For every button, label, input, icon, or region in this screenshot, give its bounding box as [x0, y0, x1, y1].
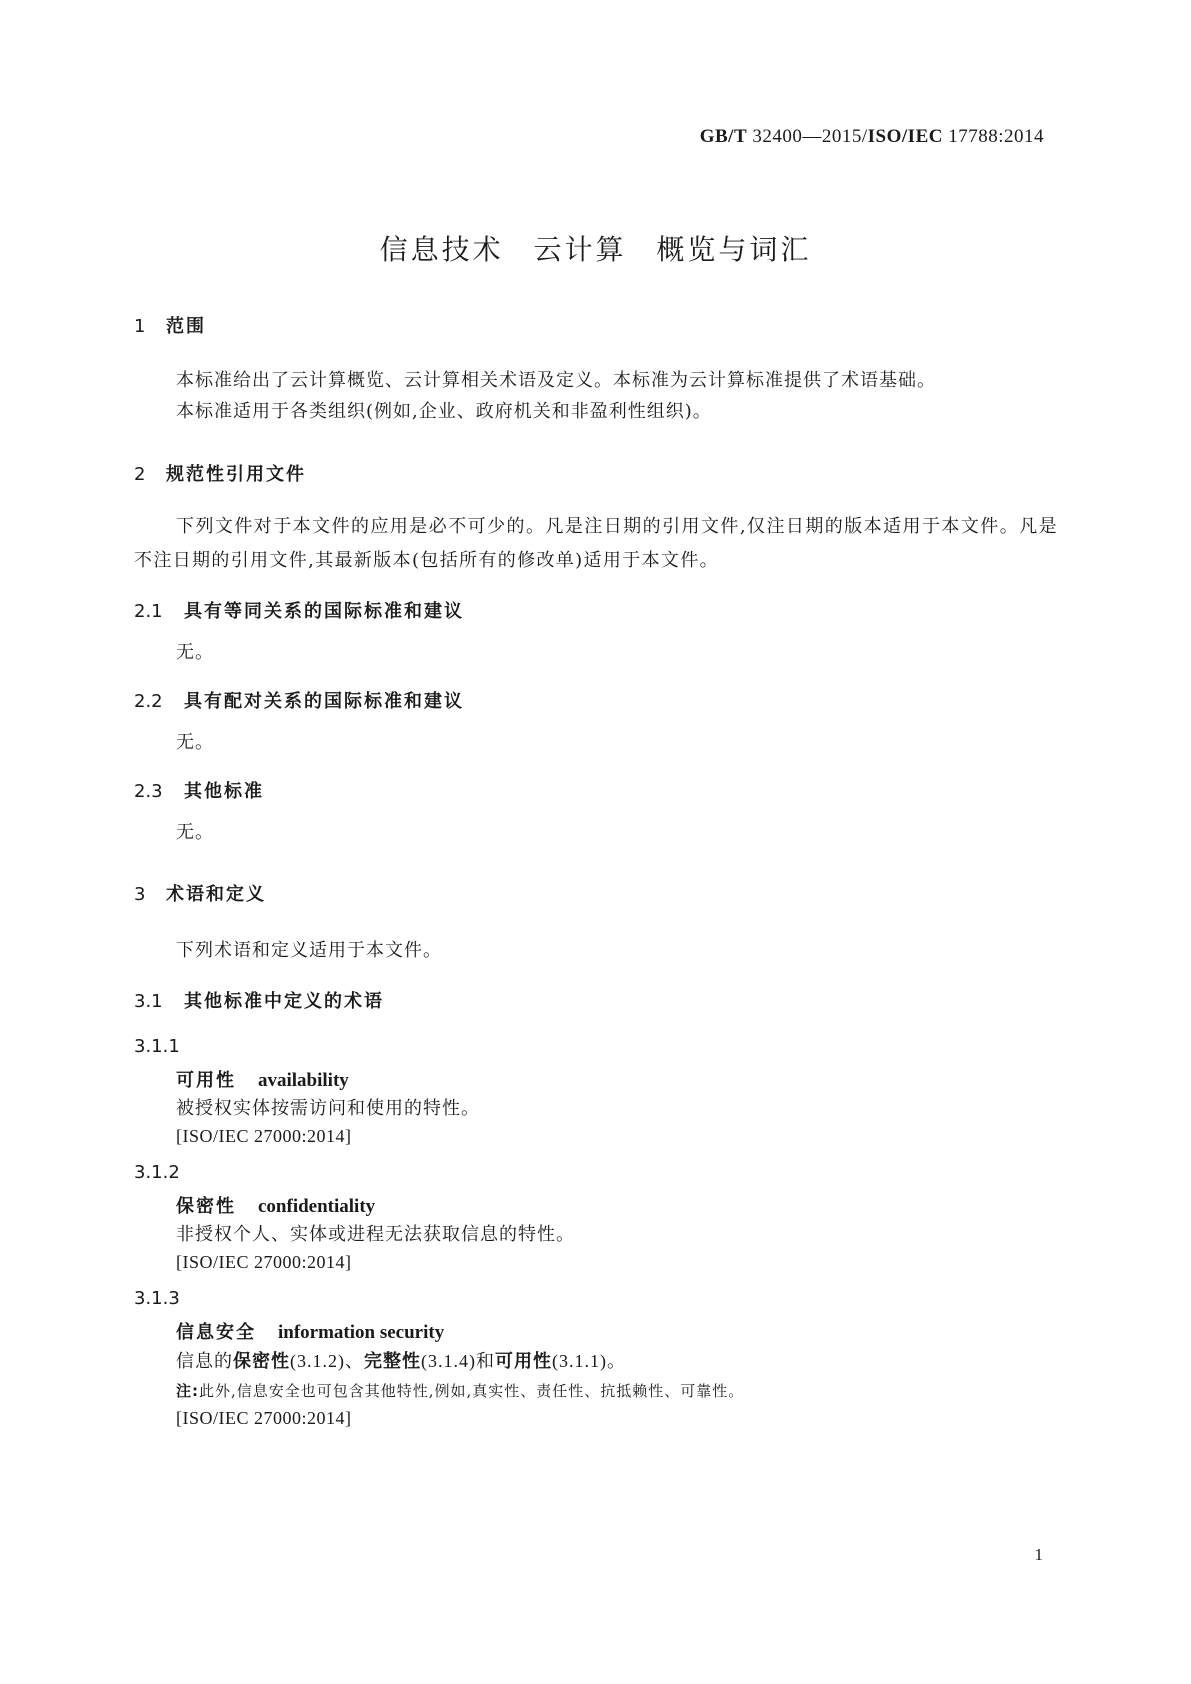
section-3-heading — [134, 880, 266, 906]
standard-code-prefix: GB/T — [699, 126, 748, 147]
section-3-title: 术语和定义 — [166, 884, 266, 905]
term-name-en: information security — [278, 1322, 445, 1343]
section-1-paragraph-1: 本标准给出了云计算概览、云计算相关术语及定义。本标准为云计算标准提供了术语基础。 — [176, 370, 936, 391]
def-term-integrity: 完整性 — [364, 1351, 421, 1372]
standard-code-iso: ISO/IEC — [867, 126, 943, 147]
def-ref-3-1-2: (3.1.2) — [290, 1351, 345, 1371]
section-2-2-heading — [134, 687, 464, 713]
def-ref-3-1-1: (3.1.1) — [552, 1351, 607, 1371]
section-3-1-heading — [134, 987, 384, 1013]
note-label: 注: — [176, 1382, 199, 1400]
section-1-heading — [134, 312, 206, 338]
section-1-paragraph-2: 本标准适用于各类组织(例如,企业、政府机关和非盈利性组织)。 — [176, 401, 712, 422]
section-2-1-number: 2.1 — [134, 601, 163, 622]
section-3-number: 3 — [134, 884, 148, 905]
term-source: [ISO/IEC 27000:2014] — [176, 1252, 352, 1272]
section-2-2-title: 具有配对关系的国际标准和建议 — [184, 691, 464, 712]
term-note — [176, 1380, 744, 1401]
term-definition — [176, 1344, 626, 1379]
section-3-1-title: 其他标准中定义的术语 — [184, 991, 384, 1012]
term-name-en: availability — [258, 1070, 349, 1091]
term-source: [ISO/IEC 27000:2014] — [176, 1126, 352, 1146]
section-2-3-body: 无。 — [176, 822, 214, 843]
def-prefix: 信息的 — [176, 1351, 233, 1372]
section-2-3-number: 2.3 — [134, 781, 163, 802]
term-name — [176, 1192, 375, 1218]
note-text: 此外,信息安全也可包含其他特性,例如,真实性、责任性、抗抵赖性、可靠性。 — [199, 1382, 745, 1400]
def-end: 。 — [607, 1351, 626, 1372]
term-number: 3.1.3 — [134, 1288, 180, 1309]
def-conjunction: 和 — [476, 1351, 495, 1372]
term-name — [176, 1318, 444, 1344]
standard-code-iso-number: 17788:2014 — [948, 126, 1044, 147]
term-source: [ISO/IEC 27000:2014] — [176, 1408, 352, 1428]
section-3-paragraph: 下列术语和定义适用于本文件。 — [176, 940, 442, 961]
term-name-en: confidentiality — [258, 1196, 376, 1217]
section-2-1-body: 无。 — [176, 642, 214, 663]
standard-code-number: 32400—2015/ — [752, 126, 868, 147]
page-number: 1 — [1034, 1545, 1043, 1564]
section-2-number: 2 — [134, 464, 148, 485]
term-name-zh: 保密性 — [176, 1196, 236, 1217]
term-definition: 非授权个人、实体或进程无法获取信息的特性。 — [176, 1224, 575, 1245]
section-2-2-body: 无。 — [176, 732, 214, 753]
document-title: 信息技术 云计算 概览与词汇 — [379, 233, 812, 266]
standard-code — [700, 126, 1044, 148]
term-definition: 被授权实体按需访问和使用的特性。 — [176, 1098, 480, 1119]
section-2-3-title: 其他标准 — [184, 781, 264, 802]
section-2-1-heading — [134, 597, 464, 623]
section-1-title: 范围 — [166, 316, 206, 337]
section-3-1-number: 3.1 — [134, 991, 163, 1012]
section-2-paragraph: 下列文件对于本文件的应用是必不可少的。凡是注日期的引用文件,仅注日期的版本适用于本文件。凡是不注日期的引用文件,其最新版本(包括所有的修改单)适用于本文件。 — [134, 516, 1058, 571]
def-term-availability: 可用性 — [495, 1351, 552, 1372]
term-name — [176, 1066, 349, 1092]
term-number: 3.1.2 — [134, 1162, 180, 1183]
def-separator: 、 — [345, 1351, 364, 1372]
section-2-title: 规范性引用文件 — [166, 464, 306, 485]
term-name-zh: 可用性 — [176, 1070, 236, 1091]
section-2-1-title: 具有等同关系的国际标准和建议 — [184, 601, 464, 622]
section-2-3-heading — [134, 777, 264, 803]
term-name-zh: 信息安全 — [176, 1322, 256, 1343]
section-1-number: 1 — [134, 316, 148, 337]
section-2-2-number: 2.2 — [134, 691, 163, 712]
section-2-heading — [134, 460, 306, 486]
term-number: 3.1.1 — [134, 1036, 180, 1057]
def-term-confidentiality: 保密性 — [233, 1351, 290, 1372]
def-ref-3-1-4: (3.1.4) — [421, 1351, 476, 1371]
